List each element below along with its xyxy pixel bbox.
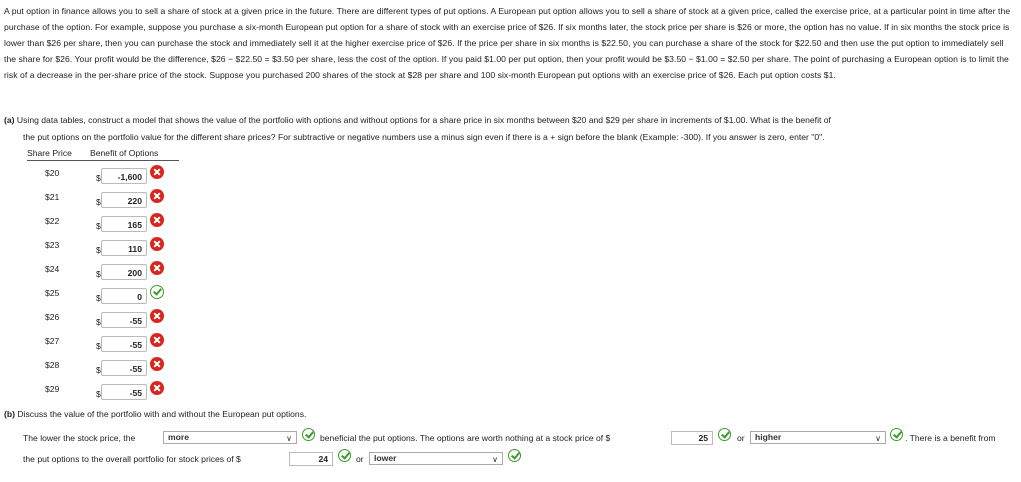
stock-price-no-value-input[interactable]: 25 xyxy=(671,431,713,445)
benefit-input[interactable]: 200 xyxy=(101,264,147,280)
header-benefit: Benefit of Options xyxy=(90,148,159,158)
part-a-text-2: the put options on the portfolio value for the different share prices? For subtractive or negative numbers use a minus sign even if there is a + sign before the blank (Example: -300). If you answer is zero, enter "0". xyxy=(23,131,825,142)
part-b-or-2: or xyxy=(356,454,364,464)
table-row xyxy=(0,312,200,334)
part-b-sentence-3: . There is a benefit from xyxy=(905,433,996,443)
currency-sign: $ xyxy=(96,341,101,351)
part-b-sentence-1: The lower the stock price, the xyxy=(23,433,136,443)
chevron-down-icon: ∨ xyxy=(492,455,498,464)
table-row xyxy=(0,336,200,358)
share-price: $26 xyxy=(45,312,60,322)
part-b-sentence-2: beneficial the put options. The options are worth nothing at a stock price of $ xyxy=(320,433,611,443)
chevron-down-icon: ∨ xyxy=(286,434,292,443)
table-row xyxy=(0,168,200,190)
currency-sign: $ xyxy=(96,317,101,327)
currency-sign: $ xyxy=(96,173,101,183)
benefit-input[interactable]: 165 xyxy=(101,216,147,232)
currency-sign: $ xyxy=(96,269,101,279)
x-circle-icon xyxy=(150,213,164,227)
x-circle-icon xyxy=(150,165,164,179)
x-circle-icon xyxy=(150,261,164,275)
share-price: $28 xyxy=(45,360,60,370)
select-more-less[interactable] xyxy=(163,431,297,444)
part-a-label: (a) xyxy=(4,115,15,125)
check-circle-icon xyxy=(718,428,731,441)
table-row xyxy=(0,288,200,310)
table-row xyxy=(0,240,200,262)
x-circle-icon xyxy=(150,357,164,371)
x-circle-icon xyxy=(150,381,164,395)
share-price: $23 xyxy=(45,240,60,250)
benefit-input[interactable]: 0 xyxy=(101,288,147,304)
share-price: $20 xyxy=(45,168,60,178)
table-header xyxy=(27,147,179,161)
benefit-input[interactable]: 110 xyxy=(101,240,147,256)
header-share-price: Share Price xyxy=(27,148,72,158)
currency-sign: $ xyxy=(96,221,101,231)
currency-sign: $ xyxy=(96,197,101,207)
select-value: higher xyxy=(755,432,782,442)
select-higher-lower[interactable] xyxy=(750,431,886,444)
share-price: $25 xyxy=(45,288,60,298)
x-circle-icon xyxy=(150,237,164,251)
x-circle-icon xyxy=(150,309,164,323)
check-circle-icon xyxy=(302,428,315,441)
table-row xyxy=(0,192,200,214)
stock-price-benefit-input[interactable]: 24 xyxy=(289,452,333,466)
currency-sign: $ xyxy=(96,245,101,255)
benefit-input[interactable]: -1,600 xyxy=(101,168,147,184)
share-price: $29 xyxy=(45,384,60,394)
check-circle-icon xyxy=(150,285,164,299)
part-a-text-1: Using data tables, construct a model that shows the value of the portfolio with options and without options for a share price in six months between $20 and $29 per share in increments of $1.00. What is the benefit of xyxy=(16,115,831,125)
part-b-text: Discuss the value of the portfolio with and without the European put options. xyxy=(17,409,307,419)
part-a-question xyxy=(4,112,1016,145)
select-value: more xyxy=(168,432,190,442)
x-circle-icon xyxy=(150,333,164,347)
problem-intro: A put option in finance allows you to sell a share of stock at a given price in the future. There are different types of put options. A European put option allows you to sell a share of stock at a given price, called the exercise price, at a particular point in time after the purchase of the option. For example, suppose you purchase a six-month European put option for a share of stock with an exercise price of $26. If six months later, the stock price per share is $26 or more, the option has no value. If in six months the stock price is lower than $26 per share, then you can purchase the stock and immediately sell it at the higher exercise price of $26. If the price per share in six months is $22.50, you can purchase a share of the stock for $22.50 and then use the put option to immediately sell the share for $26. Your profit would be the difference, $26 − $22.50 = $3.50 per share, less the cost of the option. If you paid $1.00 per put option, then your profit would be $3.50 − $1.00 = $2.50 per share. The point of purchasing a European option is to limit the risk of a decrease in the per-share price of the stock. Suppose you purchased 200 shares of the stock at $28 per share and 100 six-month European put options with an exercise price of $26. Each put option costs $1. xyxy=(4,6,1011,81)
share-price: $24 xyxy=(45,264,60,274)
benefit-input[interactable]: 220 xyxy=(101,192,147,208)
check-circle-icon xyxy=(338,449,351,462)
part-b-label: (b) xyxy=(4,409,15,419)
currency-sign: $ xyxy=(96,293,101,303)
currency-sign: $ xyxy=(96,365,101,375)
x-circle-icon xyxy=(150,189,164,203)
chevron-down-icon: ∨ xyxy=(875,434,881,443)
table-row xyxy=(0,384,200,406)
share-price: $22 xyxy=(45,216,60,226)
table-row xyxy=(0,264,200,286)
benefit-input[interactable]: -55 xyxy=(101,336,147,352)
select-value: lower xyxy=(374,453,397,463)
benefit-input[interactable]: -55 xyxy=(101,384,147,400)
table-row xyxy=(0,360,200,382)
currency-sign: $ xyxy=(96,389,101,399)
part-b-question xyxy=(4,409,306,419)
benefit-input[interactable]: -55 xyxy=(101,360,147,376)
share-price: $21 xyxy=(45,192,60,202)
check-circle-icon xyxy=(508,449,521,462)
benefit-input[interactable]: -55 xyxy=(101,312,147,328)
part-b-or-1: or xyxy=(737,433,745,443)
check-circle-icon xyxy=(890,428,903,441)
part-b-sentence-4: the put options to the overall portfolio for stock prices of $ xyxy=(23,454,241,464)
select-lower-higher[interactable] xyxy=(369,452,503,465)
table-row xyxy=(0,216,200,238)
share-price: $27 xyxy=(45,336,60,346)
